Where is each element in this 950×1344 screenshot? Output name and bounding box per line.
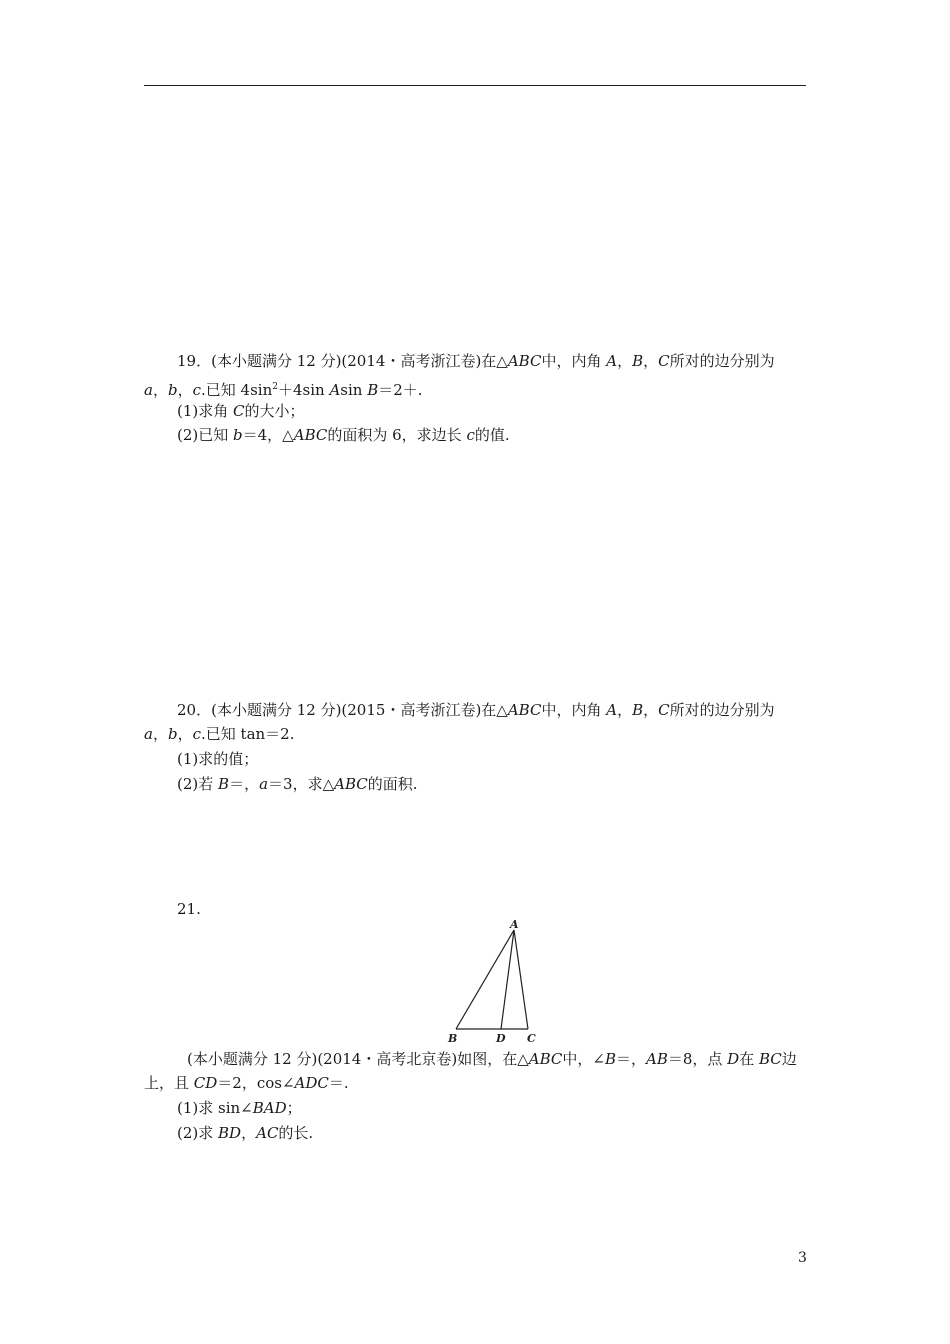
page-number: 3 — [798, 1250, 807, 1266]
q20-subquestion-1: (1)求的值； — [177, 750, 259, 768]
q19-subquestion-2: (2)已知 b＝4，△ABC的面积为 6，求边长 c的值. — [177, 426, 510, 444]
triangle-figure — [440, 916, 550, 1048]
label-C: C — [527, 1032, 536, 1045]
segment-AC — [514, 930, 528, 1029]
q20-subquestion-2: (2)若 B＝，a＝3，求△ABC的面积. — [177, 775, 418, 793]
q20-line-1: 20．(本小题满分 12 分)(2015・高考浙江卷)在△ABC中，内角 A，B，C所对的边分别为 — [177, 701, 775, 719]
q21-line-2: 上，且 CD＝2，cos∠ADC＝. — [144, 1074, 349, 1092]
header-rule — [144, 85, 806, 86]
segment-AB — [456, 930, 514, 1029]
q19-line-2: a，b，c.已知 $4\sin^2+4\sin$ Asin B＝2＋. — [144, 381, 423, 399]
q19-subquestion-1: (1)求角 C的大小； — [177, 402, 305, 420]
q19-line-1: 19．(本小题满分 12 分)(2014・高考浙江卷)在△ABC中，内角 A，B，C所对的边分别为 — [177, 352, 775, 370]
label-D: D — [496, 1032, 506, 1045]
q21-line-1: (本小题满分 12 分)(2014・高考北京卷)如图，在△ABC中，∠B＝，AB＝8，点 D在 BC边 — [187, 1050, 797, 1068]
q21-number: 21. — [177, 900, 201, 918]
q20-line-2: a，b，c.已知 tan＝2. — [144, 725, 295, 743]
q21-subquestion-2: (2)求 BD，AC的长. — [177, 1124, 314, 1142]
label-A: A — [510, 918, 519, 931]
label-B: B — [448, 1032, 458, 1045]
segment-AD — [501, 930, 514, 1029]
q21-subquestion-1: (1)求 sin∠BAD； — [177, 1099, 302, 1117]
